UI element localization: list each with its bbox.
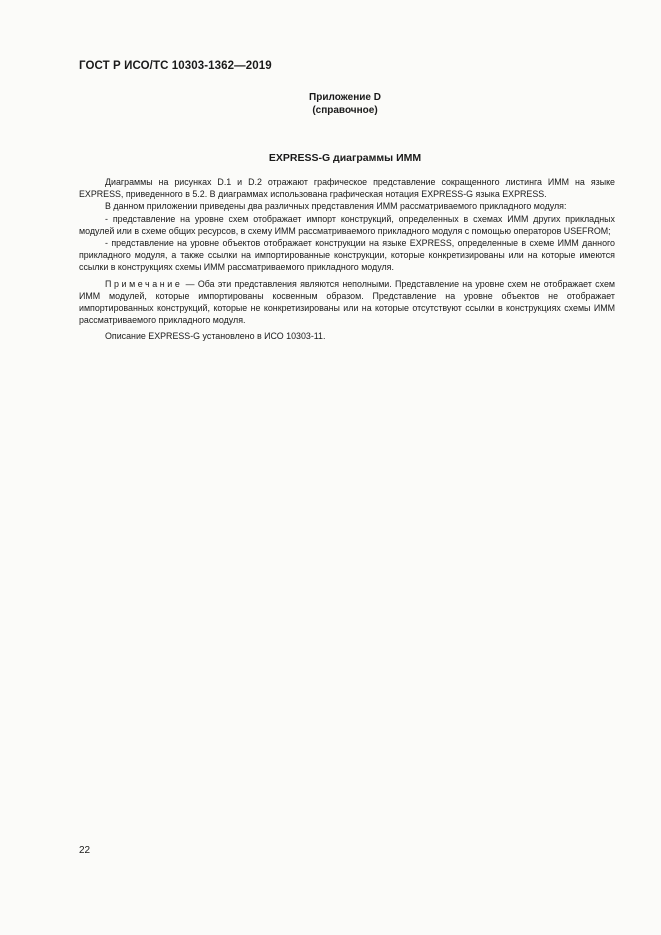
paragraph: В данном приложении приведены два различных представления ИММ рассматриваемого прикладного модуля: xyxy=(105,201,567,212)
standard-header: ГОСТ Р ИСО/ТС 10303-1362—2019 xyxy=(79,60,272,72)
appendix-title: Приложение D xyxy=(309,92,381,103)
note-label: Примечание xyxy=(105,278,183,289)
paragraph: Диаграммы на рисунках D.1 и D.2 отражают графическое представление сокращенного листинга ИММ на языке EXPRESS, приведенного в 5.2. В диаграммах использована графическая нотация EXPRESS-G языка EXPRESS. xyxy=(79,177,615,200)
body-text xyxy=(79,176,615,343)
list-item: - представление на уровне схем отображает импорт конструкций, определенных в схемах ИММ других прикладных модулей или в схеме общих ресурсов, в схему ИММ рассматриваемого прикладного модуля с помощью операторов USEFROM; xyxy=(79,213,615,236)
page-number: 22 xyxy=(79,845,91,856)
note-paragraph xyxy=(79,278,615,327)
note-text: — Оба эти представления являются неполными. Представление на уровне схем не отображает схем ИММ модулей, которые импортированы косвенным образом. Представление на уровне объектов не отображает импортированных конструкций, которые не конкретизированы или на которые отсутствуют ссылки в конструкциях схемы ИММ рассматриваемого прикладного модуля. xyxy=(79,278,615,326)
list-item: - представление на уровне объектов отображает конструкции на языке EXPRESS, определенные в схеме ИММ данного прикладного модуля, а также ссылки на импортированные конструкции, которые конкретизированы или на которые имеются ссылки в конструкциях схемы ИММ рассматриваемого прикладного модуля. xyxy=(79,238,615,273)
section-title: EXPRESS-G диаграммы ИММ xyxy=(268,152,422,164)
appendix-heading xyxy=(0,91,661,117)
appendix-subtitle: (справочное) xyxy=(312,105,378,116)
closing-paragraph: Описание EXPRESS-G установлено в ИСО 10303-11. xyxy=(105,331,326,342)
